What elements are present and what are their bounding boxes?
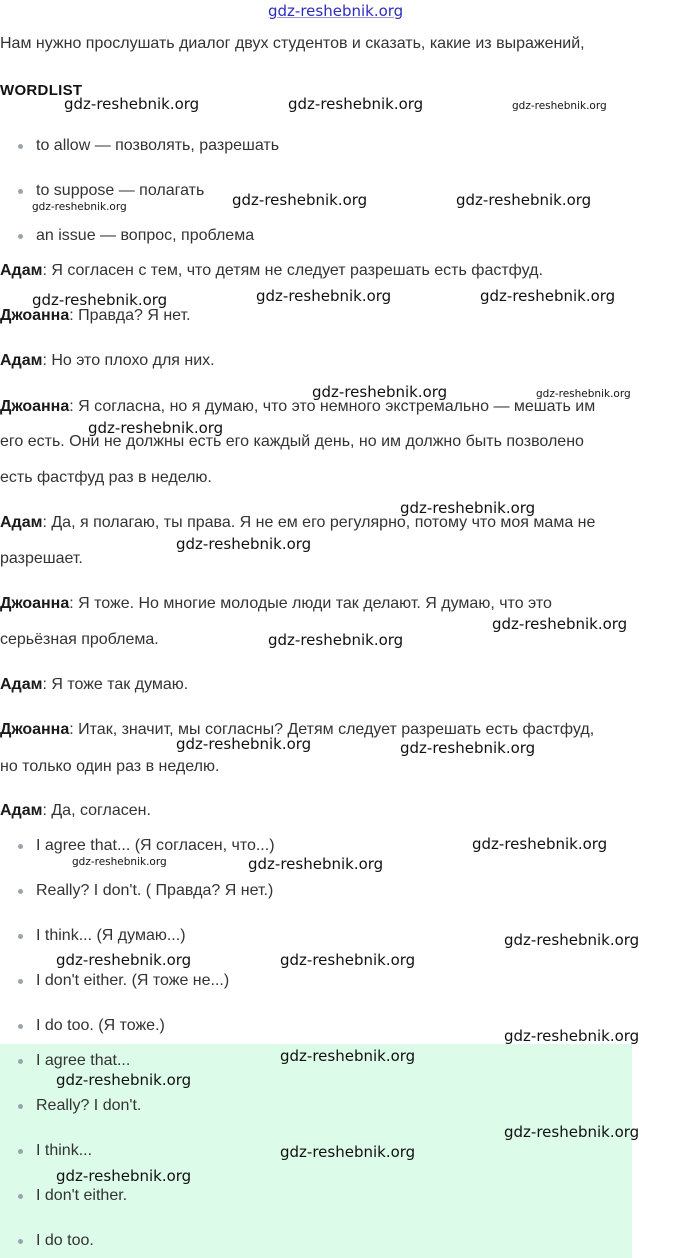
wordlist-item: to suppose — полагать bbox=[36, 182, 205, 199]
speaker-name: Джоанна bbox=[0, 307, 70, 324]
bullet-icon bbox=[18, 189, 23, 194]
phrase-item: I think... (Я думаю...) bbox=[36, 927, 186, 944]
line-text: есть фастфуд раз в неделю. bbox=[0, 469, 212, 486]
answer-item: I don't either. bbox=[36, 1187, 128, 1204]
watermark: gdz-reshebnik.org bbox=[248, 855, 384, 873]
answer-item: I agree that... bbox=[36, 1052, 131, 1069]
line-text: но только один раз в неделю. bbox=[0, 758, 220, 775]
phrase-item: Really? I don't. ( Правда? Я нет.) bbox=[36, 882, 274, 899]
speaker-name: Адам bbox=[0, 514, 43, 531]
watermark: gdz-reshebnik.org bbox=[56, 1071, 192, 1089]
watermark: gdz-reshebnik.org bbox=[64, 95, 200, 113]
site-title-link[interactable]: gdz-reshebnik.org bbox=[268, 2, 404, 20]
speaker-name: Адам bbox=[0, 802, 43, 819]
line-text: его есть. Они не должны есть его каждый день, но им должно быть позволено bbox=[0, 433, 584, 450]
watermark: gdz-reshebnik.org bbox=[176, 535, 312, 553]
line-text: Я согласна, но я думаю, что это немного экстремально — мешать им bbox=[78, 398, 596, 415]
bullet-icon bbox=[18, 1194, 23, 1199]
bullet-icon bbox=[18, 1239, 23, 1244]
watermark: gdz-reshebnik.org bbox=[504, 931, 640, 949]
line-text: серьёзная проблема. bbox=[0, 631, 159, 648]
line-text: Но это плохо для них. bbox=[51, 352, 215, 369]
speaker-name: Джоанна bbox=[0, 721, 70, 738]
dialogue-line: Адам: Да, согласен. bbox=[0, 802, 151, 819]
line-text: Я тоже. Но многие молодые люди так делают. Я думаю, что это bbox=[78, 595, 552, 612]
phrase-item: I do too. (Я тоже.) bbox=[36, 1017, 165, 1034]
watermark: gdz-reshebnik.org bbox=[312, 383, 448, 401]
intro-text: Нам нужно прослушать диалог двух студентов и сказать, какие из выражений, bbox=[0, 35, 585, 52]
answer-item: I do too. bbox=[36, 1232, 94, 1249]
watermark: gdz-reshebnik.org bbox=[504, 1027, 640, 1045]
watermark: gdz-reshebnik.org bbox=[32, 291, 168, 309]
watermark: gdz-reshebnik.org bbox=[512, 100, 607, 112]
wordlist-item: an issue — вопрос, проблема bbox=[36, 227, 255, 244]
speaker-name: Адам bbox=[0, 676, 43, 693]
watermark: gdz-reshebnik.org bbox=[400, 739, 536, 757]
wordlist-heading: WORDLIST bbox=[0, 82, 83, 99]
watermark: gdz-reshebnik.org bbox=[256, 287, 392, 305]
bullet-icon bbox=[18, 144, 23, 149]
watermark: gdz-reshebnik.org bbox=[456, 191, 592, 209]
line-text: разрешает. bbox=[0, 550, 83, 567]
dialogue-line: Джоанна: Итак, значит, мы согласны? Детям следует разрешать есть фастфуд, bbox=[0, 721, 595, 738]
bullet-icon bbox=[18, 934, 23, 939]
answer-item: Really? I don't. bbox=[36, 1097, 142, 1114]
dialogue-line: Адам: Да, я полагаю, ты права. Я не ем его регулярно, потому что моя мама не bbox=[0, 514, 596, 531]
watermark: gdz-reshebnik.org bbox=[480, 287, 616, 305]
watermark: gdz-reshebnik.org bbox=[56, 1167, 192, 1185]
watermark: gdz-reshebnik.org bbox=[232, 191, 368, 209]
line-text: Да, согласен. bbox=[51, 802, 151, 819]
watermark: gdz-reshebnik.org bbox=[268, 631, 404, 649]
watermark: gdz-reshebnik.org bbox=[72, 856, 167, 868]
phrase-item: I don't either. (Я тоже не...) bbox=[36, 972, 230, 989]
speaker-name: Джоанна bbox=[0, 595, 70, 612]
speaker-name: Адам bbox=[0, 262, 43, 279]
watermark: gdz-reshebnik.org bbox=[88, 419, 224, 437]
bullet-icon bbox=[18, 979, 23, 984]
watermark: gdz-reshebnik.org bbox=[280, 951, 416, 969]
dialogue-line: Джоанна: Я согласна, но я думаю, что это немного экстремально — мешать им bbox=[0, 398, 596, 415]
watermark: gdz-reshebnik.org bbox=[56, 951, 192, 969]
dialogue-line: Адам: Но это плохо для них. bbox=[0, 352, 215, 369]
dialogue-line: Джоанна: Правда? Я нет. bbox=[0, 307, 191, 324]
watermark: gdz-reshebnik.org bbox=[504, 1123, 640, 1141]
watermark: gdz-reshebnik.org bbox=[472, 835, 608, 853]
bullet-icon bbox=[18, 889, 23, 894]
line-text: Я тоже так думаю. bbox=[51, 676, 189, 693]
dialogue-line: Адам: Я тоже так думаю. bbox=[0, 676, 189, 693]
line-text: Да, я полагаю, ты права. Я не ем его регулярно, потому что моя мама не bbox=[51, 514, 596, 531]
watermark: gdz-reshebnik.org bbox=[536, 388, 631, 400]
bullet-icon bbox=[18, 1104, 23, 1109]
speaker-name: Джоанна bbox=[0, 398, 70, 415]
bullet-icon bbox=[18, 234, 23, 239]
line-text: Итак, значит, мы согласны? Детям следует разрешать есть фастфуд, bbox=[78, 721, 595, 738]
dialogue-line: Джоанна: Я тоже. Но многие молодые люди так делают. Я думаю, что это bbox=[0, 595, 552, 612]
watermark: gdz-reshebnik.org bbox=[32, 201, 127, 213]
bullet-icon bbox=[18, 1024, 23, 1029]
watermark: gdz-reshebnik.org bbox=[492, 615, 628, 633]
phrase-item: I agree that... (Я согласен, что...) bbox=[36, 837, 275, 854]
watermark: gdz-reshebnik.org bbox=[176, 735, 312, 753]
answer-item: I think... bbox=[36, 1142, 93, 1159]
watermark: gdz-reshebnik.org bbox=[400, 499, 536, 517]
speaker-name: Адам bbox=[0, 352, 43, 369]
watermark: gdz-reshebnik.org bbox=[280, 1047, 416, 1065]
wordlist-item: to allow — позволять, разрешать bbox=[36, 137, 280, 154]
watermark: gdz-reshebnik.org bbox=[288, 95, 424, 113]
bullet-icon bbox=[18, 1149, 23, 1154]
dialogue-line: Адам: Я согласен с тем, что детям не следует разрешать есть фастфуд. bbox=[0, 262, 543, 279]
line-text: Я согласен с тем, что детям не следует разрешать есть фастфуд. bbox=[51, 262, 543, 279]
watermark: gdz-reshebnik.org bbox=[280, 1143, 416, 1161]
bullet-icon bbox=[18, 844, 23, 849]
line-text: Правда? Я нет. bbox=[78, 307, 191, 324]
bullet-icon bbox=[18, 1059, 23, 1064]
